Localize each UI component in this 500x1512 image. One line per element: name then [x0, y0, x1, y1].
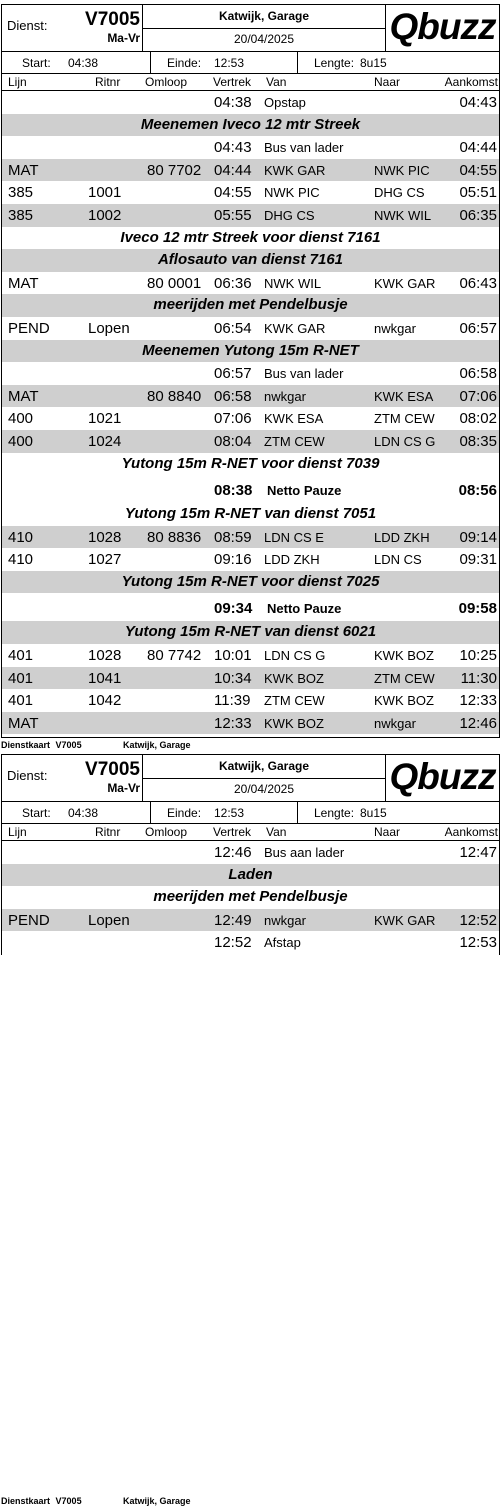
- cell-ritnr: 1027: [88, 551, 122, 569]
- cell-ritnr: 1001: [88, 184, 122, 202]
- cell-vertrek: 09:16: [214, 551, 252, 569]
- cell-vertrek: 06:36: [214, 274, 252, 292]
- divider: [297, 802, 298, 823]
- cell-lijn: MAT: [8, 714, 39, 732]
- section-title: Iveco 12 mtr Streek voor dienst 7161: [120, 228, 381, 246]
- col-ritnr: Ritnr: [95, 75, 121, 89]
- lengte-label: Lengte:: [314, 56, 355, 70]
- dienst-label: Dienst:: [7, 768, 48, 783]
- cell-vertrek: 08:59: [214, 528, 252, 546]
- duty-date: 20/04/2025: [233, 32, 295, 46]
- einde-label: Einde:: [167, 806, 202, 820]
- cell-van: Afstap: [264, 935, 301, 951]
- cell-aankomst: 04:44: [459, 139, 497, 157]
- cell-naar: KWK GAR: [374, 912, 436, 928]
- trip-row: [2, 272, 499, 295]
- cell-van: nwkgar: [264, 388, 306, 404]
- page-footer: [1, 1496, 191, 1506]
- section-title-row: [2, 453, 499, 476]
- qbuzz-logo: Qbuzz: [389, 756, 496, 797]
- cell-aankomst: 04:43: [459, 94, 497, 111]
- section-title: meerijden met Pendelbusje: [153, 888, 348, 906]
- section-title-row: [2, 864, 499, 887]
- section-title-row: [2, 114, 499, 137]
- cell-lijn: 400: [8, 432, 34, 450]
- cell-omloop: 80 0001: [147, 274, 202, 292]
- cell-vertrek: 12:52: [214, 934, 252, 952]
- section-title-row: [2, 503, 499, 526]
- cell-naar: ZTM CEW: [374, 411, 435, 427]
- trip-row: [2, 712, 499, 735]
- col-ritnr: Ritnr: [95, 825, 121, 839]
- cell-vertrek: 06:58: [214, 387, 252, 405]
- cell-omloop: 80 7702: [147, 161, 202, 179]
- cell-vertrek: 12:33: [214, 714, 252, 732]
- divider: [142, 778, 386, 779]
- section-title: Yutong 15m R-NET voor dienst 7025: [121, 572, 380, 590]
- cell-aankomst: 08:56: [458, 482, 497, 500]
- cell-van: NWK PIC: [264, 185, 320, 201]
- divider: [297, 52, 298, 73]
- duty-date: 20/04/2025: [233, 782, 295, 796]
- cell-ritnr: 1028: [88, 528, 122, 546]
- cell-lijn: 385: [8, 184, 34, 202]
- section-title: Yutong 15m R-NET van dienst 6021: [124, 623, 377, 641]
- cell-aankomst: 06:43: [459, 274, 497, 292]
- cell-aankomst: 09:58: [458, 600, 497, 618]
- trip-row: [2, 181, 499, 204]
- cell-lijn: 401: [8, 669, 34, 687]
- cell-van: KWK GAR: [264, 162, 326, 178]
- trip-row: [2, 407, 499, 430]
- cell-lijn: PEND: [8, 319, 50, 337]
- cell-vertrek: 10:34: [214, 669, 252, 687]
- cell-lijn: 410: [8, 528, 34, 546]
- section-title-row: [2, 886, 499, 909]
- lengte-value: 8u15: [360, 806, 387, 820]
- col-van: Van: [266, 825, 287, 839]
- cell-van: Bus van lader: [264, 140, 344, 156]
- cell-van: LDN CS G: [264, 648, 326, 664]
- cell-naar: KWK BOZ: [374, 648, 434, 664]
- col-vertrek: Vertrek: [213, 825, 252, 839]
- cell-ritnr: 1041: [88, 669, 122, 687]
- dienst-code: V7005: [85, 9, 140, 30]
- trip-row: [2, 931, 499, 954]
- cell-vertrek: 07:06: [214, 410, 252, 428]
- cell-ritnr: 1042: [88, 692, 122, 710]
- cell-naar: nwkgar: [374, 715, 416, 731]
- cell-aankomst: 06:58: [459, 365, 497, 383]
- cell-aankomst: 05:51: [459, 184, 497, 202]
- cell-vertrek: 12:46: [214, 844, 252, 861]
- cell-vertrek: 06:57: [214, 365, 252, 383]
- cell-vertrek: 05:55: [214, 206, 252, 224]
- trip-row: [2, 159, 499, 182]
- cell-ritnr: Lopen: [88, 911, 130, 929]
- cell-omloop: 80 8840: [147, 387, 202, 405]
- cell-naar: ZTM CEW: [374, 670, 435, 686]
- section-title-row: [2, 249, 499, 272]
- trip-row: [2, 644, 499, 667]
- cell-lijn: 400: [8, 410, 34, 428]
- col-omloop: Omloop: [145, 75, 188, 89]
- cell-lijn: MAT: [8, 274, 39, 292]
- footer-code: V7005: [55, 740, 82, 750]
- col-naar: Naar: [374, 825, 401, 839]
- cell-aankomst: 12:47: [459, 844, 497, 861]
- cell-vertrek: 04:38: [214, 94, 252, 111]
- cell-naar: KWK GAR: [374, 275, 436, 291]
- cell-lijn: 401: [8, 647, 34, 665]
- footer-label: Dienstkaart: [1, 1496, 51, 1506]
- cell-lijn: PEND: [8, 911, 50, 929]
- cell-van: NWK WIL: [264, 275, 322, 291]
- lengte-label: Lengte:: [314, 806, 355, 820]
- cell-aankomst: 12:33: [459, 692, 497, 710]
- cell-van: DHG CS: [264, 207, 315, 223]
- card-header: [2, 5, 499, 52]
- cell-aankomst: 06:35: [459, 206, 497, 224]
- section-title-row: [2, 227, 499, 250]
- cell-naar: KWK BOZ: [374, 693, 434, 709]
- cell-lijn: 410: [8, 551, 34, 569]
- cell-lijn: MAT: [8, 387, 39, 405]
- cell-ritnr: 1002: [88, 206, 122, 224]
- qbuzz-logo: Qbuzz: [389, 6, 496, 47]
- col-aankomst: Aankomst: [444, 75, 498, 89]
- cell-van: Opstap: [264, 95, 306, 110]
- pause-row: [2, 475, 499, 503]
- dienst-code: V7005: [85, 759, 140, 780]
- service-days: Ma-Vr: [107, 781, 140, 795]
- cell-aankomst: 09:14: [459, 528, 497, 546]
- lengte-value: 8u15: [360, 56, 387, 70]
- section-title: Laden: [228, 865, 273, 883]
- col-aankomst: Aankomst: [444, 825, 498, 839]
- cell-naar: NWK WIL: [374, 207, 432, 223]
- cell-van: LDN CS E: [264, 529, 324, 545]
- cell-aankomst: 07:06: [459, 387, 497, 405]
- col-vertrek: Vertrek: [213, 75, 252, 89]
- cell-lijn: MAT: [8, 161, 39, 179]
- cell-van: KWK ESA: [264, 411, 324, 427]
- duty-card: [1, 4, 500, 738]
- cell-vertrek: 04:55: [214, 184, 252, 202]
- duty-times-bar: [2, 802, 499, 824]
- col-lijn: Lijn: [8, 825, 27, 839]
- einde-time: 12:53: [214, 806, 245, 820]
- section-title: Yutong 15m R-NET voor dienst 7039: [121, 454, 380, 472]
- cell-vertrek: 10:01: [214, 647, 252, 665]
- einde-time: 12:53: [214, 56, 245, 70]
- cell-vertrek: 04:43: [214, 139, 252, 157]
- trip-row: [2, 526, 499, 549]
- garage-location: Katwijk, Garage: [218, 9, 310, 23]
- divider: [142, 28, 386, 29]
- trip-row: [2, 430, 499, 453]
- section-title: meerijden met Pendelbusje: [153, 296, 348, 314]
- cell-aankomst: 08:35: [459, 432, 497, 450]
- duty-card: [1, 754, 500, 955]
- trip-row: [2, 689, 499, 712]
- pause-label: Netto Pauze: [267, 601, 342, 617]
- trip-row: [2, 91, 499, 114]
- footer-code: V7005: [55, 1496, 82, 1506]
- start-time: 04:38: [68, 56, 99, 70]
- trip-row: [2, 204, 499, 227]
- column-headers: [2, 824, 499, 841]
- cell-ritnr: 1024: [88, 432, 122, 450]
- pause-label: Netto Pauze: [267, 483, 342, 499]
- trip-row: [2, 136, 499, 159]
- col-naar: Naar: [374, 75, 401, 89]
- cell-naar: nwkgar: [374, 320, 416, 336]
- page-footer: [1, 740, 191, 750]
- cell-vertrek: 08:38: [214, 482, 253, 500]
- cell-omloop: 80 7742: [147, 647, 202, 665]
- cell-vertrek: 04:44: [214, 161, 252, 179]
- cell-vertrek: 08:04: [214, 432, 252, 450]
- cell-van: Bus aan lader: [264, 845, 345, 860]
- column-headers: [2, 74, 499, 91]
- cell-ritnr: Lopen: [88, 319, 130, 337]
- trip-row: [2, 667, 499, 690]
- cell-aankomst: 08:02: [459, 410, 497, 428]
- cell-van: KWK GAR: [264, 320, 326, 336]
- cell-naar: NWK PIC: [374, 162, 430, 178]
- footer-location: Katwijk, Garage: [123, 1496, 191, 1506]
- cell-vertrek: 11:39: [214, 692, 251, 710]
- section-title-row: [2, 571, 499, 594]
- section-title-row: [2, 294, 499, 317]
- divider: [150, 802, 151, 823]
- duty-times-bar: [2, 52, 499, 74]
- cell-naar: DHG CS: [374, 185, 425, 201]
- cell-naar: LDD ZKH: [374, 529, 430, 545]
- trip-row: [2, 317, 499, 340]
- cell-van: ZTM CEW: [264, 693, 325, 709]
- col-omloop: Omloop: [145, 825, 188, 839]
- card-header: [2, 755, 499, 802]
- einde-label: Einde:: [167, 56, 202, 70]
- section-title: Yutong 15m R-NET van dienst 7051: [124, 505, 377, 523]
- trip-table: [2, 91, 499, 734]
- trip-row: [2, 362, 499, 385]
- cell-vertrek: 06:54: [214, 319, 252, 337]
- start-label: Start:: [22, 56, 51, 70]
- cell-aankomst: 04:55: [459, 161, 497, 179]
- cell-ritnr: 1028: [88, 647, 122, 665]
- cell-van: KWK BOZ: [264, 670, 324, 686]
- cell-van: LDD ZKH: [264, 552, 320, 568]
- footer-label: Dienstkaart: [1, 740, 51, 750]
- cell-aankomst: 09:31: [459, 551, 497, 569]
- trip-row: [2, 841, 499, 864]
- cell-ritnr: 1021: [88, 410, 122, 428]
- cell-lijn: 385: [8, 206, 34, 224]
- dienst-label: Dienst:: [7, 18, 48, 33]
- cell-aankomst: 12:46: [459, 714, 497, 732]
- cell-van: nwkgar: [264, 912, 306, 928]
- start-time: 04:38: [68, 806, 99, 820]
- cell-aankomst: 12:53: [459, 934, 497, 952]
- col-lijn: Lijn: [8, 75, 27, 89]
- cell-naar: LDN CS G: [374, 433, 436, 449]
- cell-aankomst: 12:52: [459, 911, 497, 929]
- garage-location: Katwijk, Garage: [218, 759, 310, 773]
- divider: [150, 52, 151, 73]
- trip-row: [2, 548, 499, 571]
- section-title: Meenemen Yutong 15m R-NET: [142, 341, 359, 359]
- start-label: Start:: [22, 806, 51, 820]
- cell-naar: LDN CS: [374, 552, 422, 568]
- cell-omloop: 80 8836: [147, 528, 202, 546]
- trip-table: [2, 841, 499, 954]
- pause-row: [2, 593, 499, 621]
- section-title-row: [2, 621, 499, 644]
- section-title: Meenemen Iveco 12 mtr Streek: [140, 115, 361, 133]
- section-title-row: [2, 340, 499, 363]
- cell-van: KWK BOZ: [264, 715, 324, 731]
- cell-lijn: 401: [8, 692, 34, 710]
- service-days: Ma-Vr: [107, 31, 140, 45]
- cell-van: ZTM CEW: [264, 433, 325, 449]
- cell-naar: KWK ESA: [374, 388, 434, 404]
- cell-aankomst: 11:30: [460, 669, 497, 687]
- section-title: Aflosauto van dienst 7161: [157, 251, 344, 269]
- trip-row: [2, 909, 499, 932]
- cell-vertrek: 09:34: [214, 600, 253, 618]
- cell-vertrek: 12:49: [214, 911, 252, 929]
- cell-aankomst: 10:25: [459, 647, 497, 665]
- cell-van: Bus van lader: [264, 366, 344, 382]
- trip-row: [2, 385, 499, 408]
- footer-location: Katwijk, Garage: [123, 740, 191, 750]
- col-van: Van: [266, 75, 287, 89]
- cell-aankomst: 06:57: [459, 319, 497, 337]
